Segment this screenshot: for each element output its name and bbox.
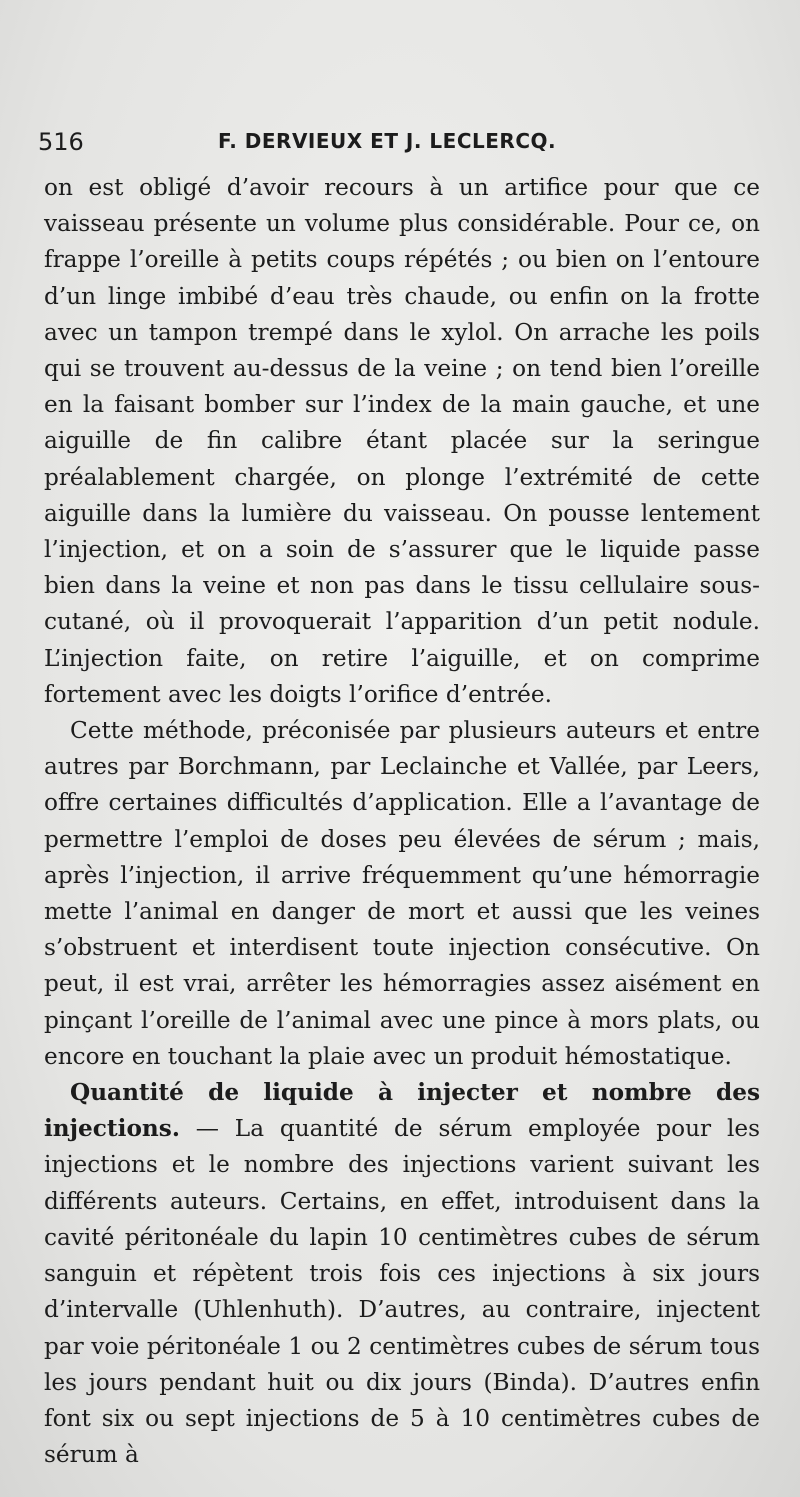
book-page: [38, 126, 760, 1473]
page-number: 516: [38, 128, 84, 156]
section-title: Quantité de liquide à injecter et nombre des injections.: [44, 1079, 760, 1143]
page-header: [38, 126, 760, 166]
body-paragraph-1: on est obligé d’avoir recours à un artifice pour que ce vaisseau présente un volume plus considérable. Pour ce, on frappe l’oreille à petits coups répétés ; ou bien on l’entoure d’un linge imbibé d’eau très chaude, ou enfin on la frotte avec un tampon trempé dans le xylol. On arrache les poils qui se trouvent au-dessus de la veine ; on tend bien l’oreille en la faisant bomber sur l’index de la main gauche, et une aiguille de fin calibre étant placée sur la seringue préalablement chargée, on plonge l’extrémité de cette aiguille dans la lumière du vaisseau. On pousse lentement l’injection, et on a soin de s’assurer que le liquide passe bien dans la veine et non pas dans le tissu cellulaire sous-cutané, où il provoquerait l’apparition d’un petit nodule. L’injection faite, on retire l’aiguille, et on comprime fortement avec les doigts l’orifice d’entrée.: [44, 174, 760, 708]
section-paragraph-text: — La quantité de sérum employée pour les injections et le nombre des injections varient suivant les différents auteurs. Certains, en effet, introduisent dans la cavité péritonéale du lapin 10 centimètres cubes de sérum sanguin et répètent trois fois ces injections à six jours d’intervalle (Uhlenhuth). D’autres, au contraire, injectent par voie péritonéale 1 ou 2 centimètres cubes de sérum tous les jours pendant huit ou dix jours (Binda). D’autres enfin font six ou sept injections de 5 à 10 centimètres cubes de sérum à: [44, 1115, 760, 1469]
body-paragraph-2: Cette méthode, préconisée par plusieurs auteurs et entre autres par Borchmann, par Leclainche et Vallée, par Leers, offre certaines difficultés d’application. Elle a l’avantage de permettre l’emploi de doses peu élevées de sérum ; mais, après l’injection, il arrive fréquemment qu’une hémorragie mette l’animal en danger de mort et aussi que les veines s’obstruent et interdisent toute injection consécutive. On peut, il est vrai, arrêter les hémorragies assez aisément en pinçant l’oreille de l’animal avec une pince à mors plats, ou encore en touchant la plaie avec un produit hémostatique.: [44, 717, 760, 1070]
running-head: F. DERVIEUX ET J. LECLERCQ.: [218, 129, 557, 153]
body-paragraph-3: [44, 1075, 760, 1473]
